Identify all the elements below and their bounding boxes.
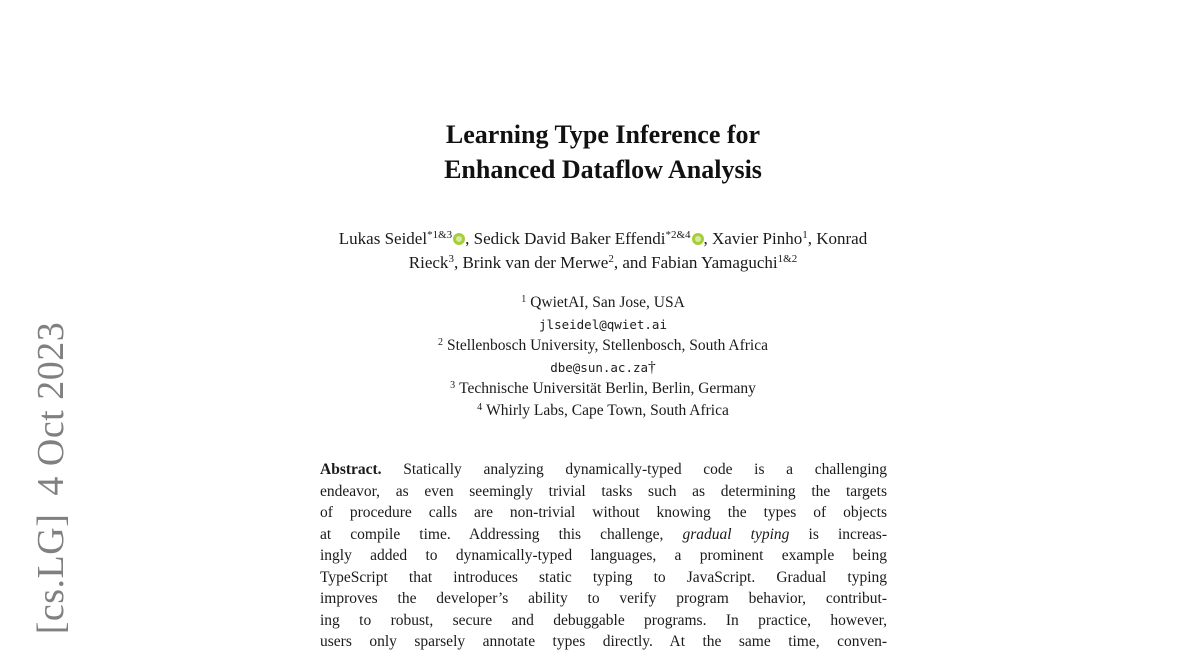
author-line-2: [0, 251, 1200, 275]
abstract-line: ingly added to dynamically-typed languages, a prominent example being: [320, 547, 887, 564]
author-affiliation-mark: *1&3: [427, 229, 453, 241]
author-name: , Brink van der Merwe: [453, 253, 609, 272]
orcid-icon[interactable]: [453, 233, 465, 245]
affiliation-number: 4: [477, 401, 483, 413]
abstract-emphasis: gradual typing: [682, 525, 790, 543]
email-link[interactable]: jlseidel@qwiet.ai: [539, 316, 667, 332]
arxiv-date: 4 Oct 2023: [30, 321, 72, 496]
title-line-1: Learning Type Inference for: [445, 120, 761, 149]
author-line-1: [0, 227, 1200, 251]
affiliation-email: [0, 357, 1200, 379]
affiliation-item: [0, 378, 1200, 400]
author-affiliation-mark: 1&2: [777, 253, 798, 265]
author-name: Rieck: [408, 253, 449, 272]
abstract-label: Abstract.: [320, 461, 382, 478]
abstract-line: users only sparsely annotate types directly. At the same time, conven-: [320, 633, 887, 650]
footnote-mark: †: [648, 358, 656, 376]
email-link[interactable]: dbe@sun.ac.za: [550, 359, 649, 375]
author-affiliation-mark: 1: [802, 229, 808, 241]
author-affiliation-mark: *2&4: [665, 229, 691, 241]
abstract-line: improves the developer’s ability to verify program behavior, contribut-: [320, 590, 887, 607]
abstract-line: [320, 524, 887, 546]
affiliation-item: [0, 292, 1200, 314]
abstract-text: is increas-: [808, 525, 887, 543]
title-line-2: Enhanced Dataflow Analysis: [444, 155, 762, 184]
affiliation-list: [0, 292, 1200, 421]
abstract-line: ing to robust, secure and debuggable programs. In practice, however,: [320, 611, 887, 629]
affiliation-number: 1: [521, 294, 527, 305]
affiliation-text: QwietAI, San Jose, USA: [530, 294, 685, 311]
author-name: , Sedick David Baker Effendi: [465, 229, 666, 248]
affiliation-text: Whirly Labs, Cape Town, South Africa: [486, 401, 729, 419]
abstract: [320, 459, 887, 653]
arxiv-category: [cs.LG]: [30, 513, 72, 635]
affiliation-item: [0, 335, 1200, 357]
affiliation-email: [0, 314, 1200, 336]
author-name: , and Fabian Yamaguchi: [613, 253, 778, 272]
abstract-line: [320, 459, 887, 481]
paper-title: [0, 117, 1200, 187]
abstract-text: Statically analyzing dynamically-typed code is a challenging: [403, 461, 888, 478]
affiliation-text: Technische Universität Berlin, Berlin, Germany: [459, 380, 756, 397]
author-affiliation-mark: 3: [448, 253, 454, 265]
affiliation-number: 3: [450, 380, 456, 391]
author-list: [0, 227, 1200, 275]
affiliation-text: Stellenbosch University, Stellenbosch, South Africa: [446, 337, 768, 354]
abstract-line: endeavor, as even seemingly trivial tasks such as determining the targets: [320, 482, 887, 500]
author-affiliation-mark: 2: [608, 253, 614, 265]
affiliation-number: 2: [437, 337, 443, 348]
author-name: Lukas Seidel: [338, 229, 428, 248]
author-name: , Xavier Pinho: [703, 229, 803, 248]
abstract-line: TypeScript that introduces static typing to JavaScript. Gradual typing: [320, 568, 887, 586]
orcid-icon[interactable]: [692, 233, 704, 245]
affiliation-item: [0, 400, 1200, 422]
abstract-line: of procedure calls are non-trivial without knowing the types of objects: [320, 504, 887, 521]
author-name: , Konrad: [807, 229, 868, 248]
abstract-text: at compile time. Addressing this challenge,: [320, 525, 664, 543]
